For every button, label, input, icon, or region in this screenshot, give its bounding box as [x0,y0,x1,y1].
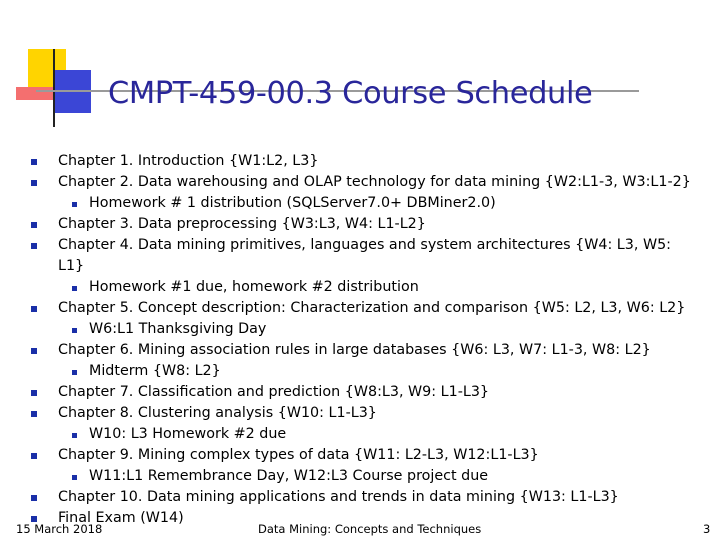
sub-list-item [89,319,266,340]
list-item [58,340,651,361]
list-item-text: Final Exam (W14) [58,510,184,526]
list-item-text: W6:L1 Thanksgiving Day [89,321,267,337]
list-item [58,382,489,403]
square-bullet-icon [31,159,37,165]
square-bullet-icon [31,180,37,186]
sub-list-item [89,193,496,214]
list-item-text: Chapter 2. Data warehousing and OLAP technology for data mining {W2:L1-3, W3:L1-2} [58,174,691,190]
square-bullet-icon [31,222,37,228]
list-item [58,172,691,193]
sub-list-item [89,424,286,445]
list-item-text: Chapter 9. Mining complex types of data {W11: L2-L3, W12:L1-L3} [58,447,539,463]
square-bullet-icon [72,202,77,207]
list-item-text: W10: L3 Homework #2 due [89,426,287,442]
list-item-continuation [58,256,84,277]
slide-title: CMPT-459-00.3 Course Schedule [108,76,593,111]
list-item-text: L1} [58,258,85,274]
list-item-text: Chapter 1. Introduction {W1:L2, L3} [58,153,319,169]
list-item [58,445,539,466]
list-item-text: Chapter 3. Data preprocessing {W3:L3, W4: L1-L2} [58,216,426,232]
square-bullet-icon [72,475,77,480]
square-bullet-icon [72,433,77,438]
decor-vertical-line [53,49,55,127]
list-item [58,298,685,319]
sub-list-item [89,361,221,382]
list-item [58,235,671,256]
page-number: 3 [703,522,711,536]
square-bullet-icon [31,243,37,249]
list-item-text: Chapter 7. Classification and prediction {W8:L3, W9: L1-L3} [58,384,490,400]
square-bullet-icon [31,453,37,459]
list-item [58,487,619,508]
sub-list-item [89,277,419,298]
square-bullet-icon [72,370,77,375]
footer-date: 15 March 2018 [16,522,103,536]
square-bullet-icon [31,348,37,354]
list-item [58,151,318,172]
square-bullet-icon [31,306,37,312]
square-bullet-icon [31,495,37,501]
footer-title: Data Mining: Concepts and Techniques [258,522,482,536]
list-item-text: Chapter 10. Data mining applications and trends in data mining {W13: L1-L3} [58,489,619,505]
list-item-text: Chapter 8. Clustering analysis {W10: L1-L3} [58,405,377,421]
list-item-text: Chapter 6. Mining association rules in large databases {W6: L3, W7: L1-3, W8: L2} [58,342,651,358]
list-item-text: Chapter 4. Data mining primitives, languages and system architectures {W4: L3, W5: [58,237,671,253]
list-item-text: Homework #1 due, homework #2 distribution [89,279,419,295]
square-bullet-icon [31,390,37,396]
square-bullet-icon [72,286,77,291]
sub-list-item [89,466,488,487]
list-item [58,403,377,424]
square-bullet-icon [31,411,37,417]
list-item [58,214,426,235]
list-item-text: W11:L1 Remembrance Day, W12:L3 Course project due [89,468,489,484]
square-bullet-icon [72,328,77,333]
list-item-text: Chapter 5. Concept description: Characterization and comparison {W5: L2, L3, W6: L2} [58,300,686,316]
list-item-text: Midterm {W8: L2} [89,363,221,379]
list-item-text: Homework # 1 distribution (SQLServer7.0+ DBMiner2.0) [89,195,496,211]
